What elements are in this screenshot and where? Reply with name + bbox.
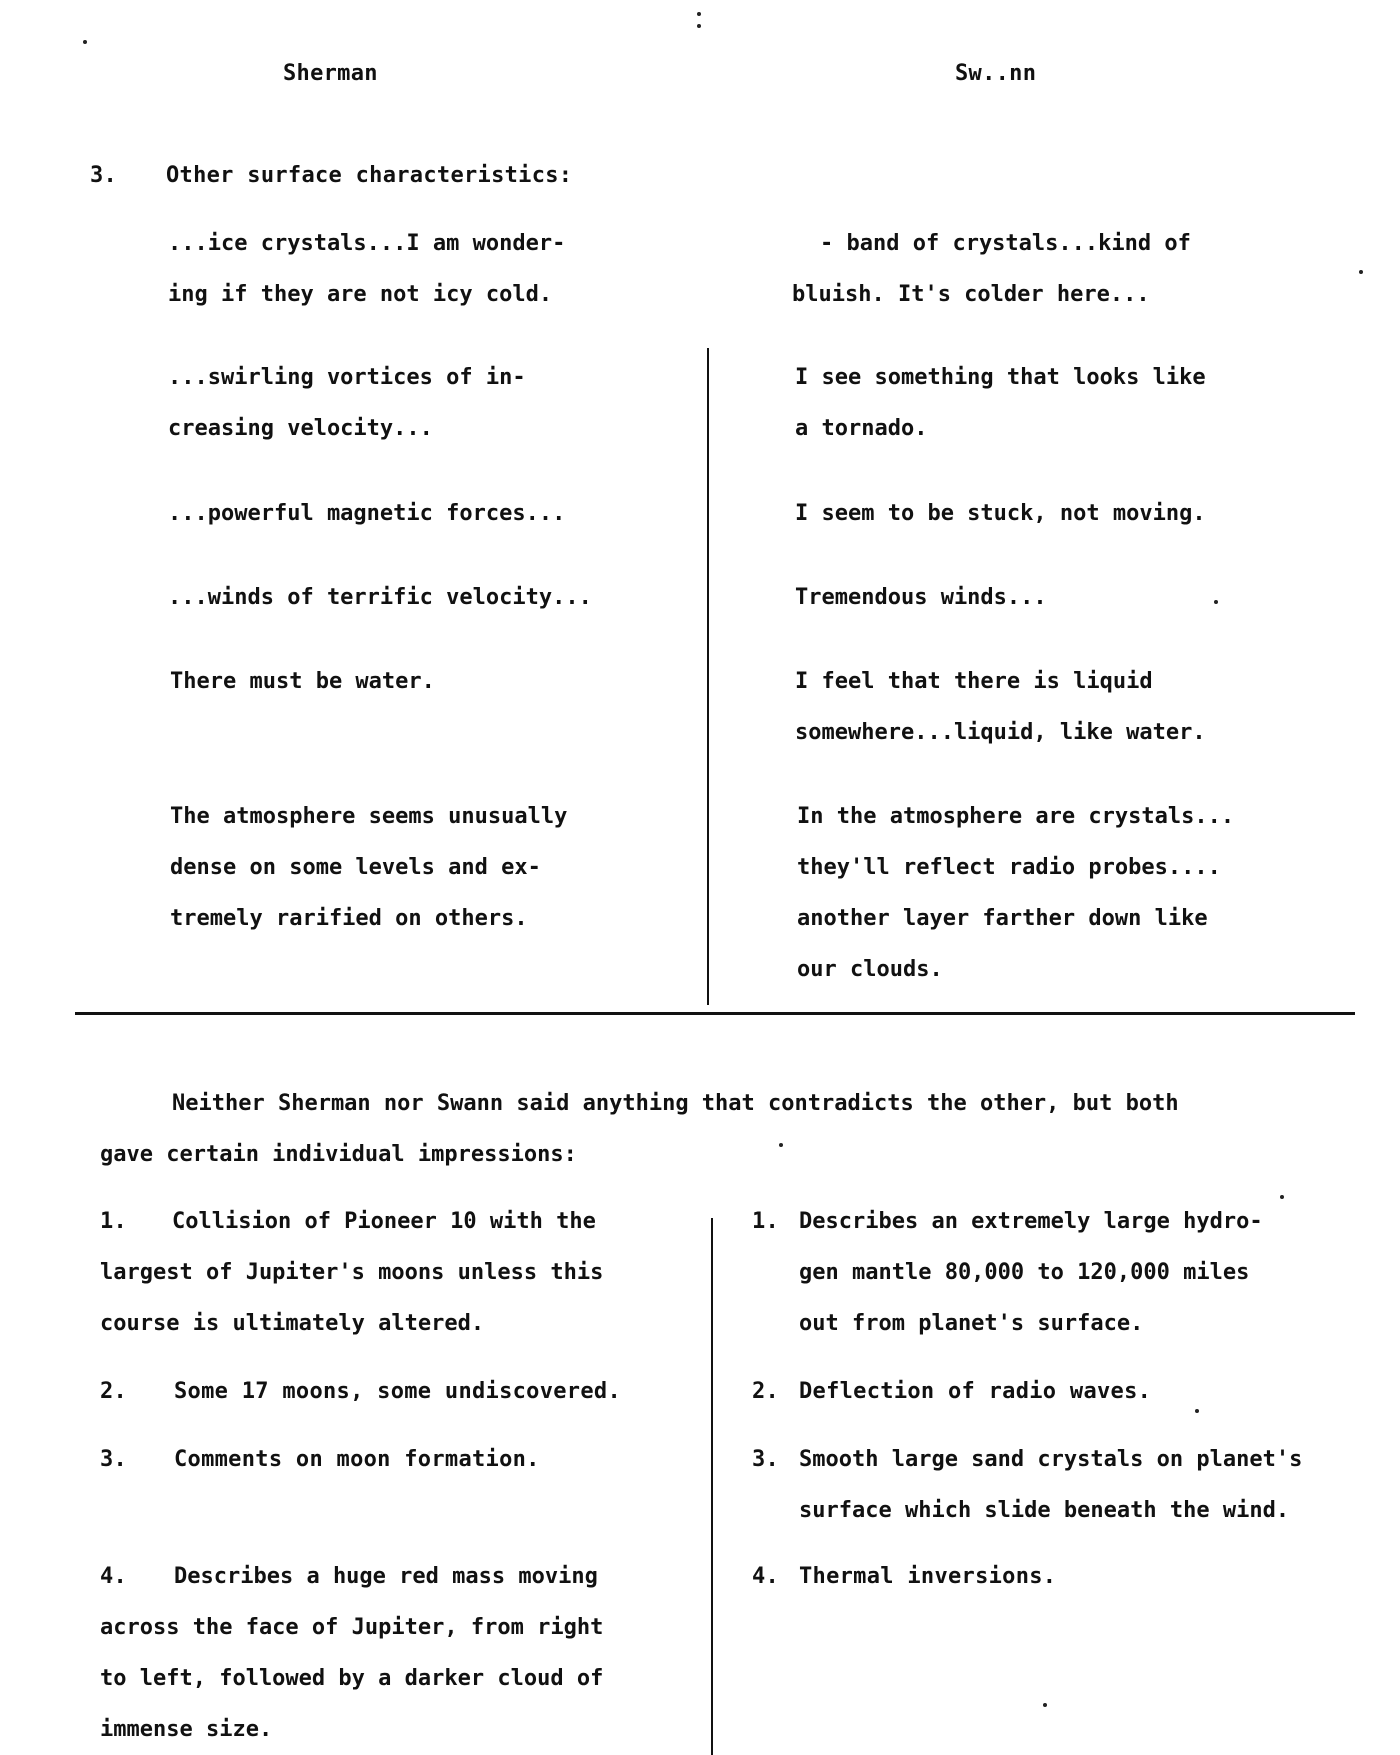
text-line: There must be water.	[170, 669, 435, 694]
section-title: Other surface characteristics:	[166, 163, 573, 188]
sherman-observation-1	[168, 218, 565, 320]
text-line: across the face of Jupiter, from right	[100, 1615, 604, 1640]
scan-speck	[1043, 1703, 1047, 1707]
swann-observation-2	[795, 352, 1206, 454]
text-line: somewhere...liquid, like water.	[795, 720, 1206, 745]
text-line: gen mantle 80,000 to 120,000 miles	[799, 1260, 1250, 1285]
swann-observation-4	[795, 572, 1047, 623]
column-divider-top	[707, 348, 709, 1005]
text-line: our clouds.	[797, 957, 943, 982]
text-line: surface which slide beneath the wind.	[799, 1498, 1290, 1523]
swann-item-3	[799, 1434, 1302, 1536]
text-line: creasing velocity...	[168, 416, 433, 441]
text-line: ...powerful magnetic forces...	[168, 501, 566, 526]
header-left-name: Sherman	[283, 61, 378, 86]
sherman-item-1-number: 1.	[100, 1209, 128, 1234]
swann-item-1-number: 1.	[752, 1209, 780, 1234]
text-line: they'll reflect radio probes....	[797, 855, 1221, 880]
text-line: ...ice crystals...I am wonder-	[168, 231, 566, 256]
sherman-item-2: Some 17 moons, some undiscovered.	[174, 1379, 621, 1404]
text-line: another layer farther down like	[797, 906, 1208, 931]
swann-observation-6	[797, 791, 1234, 995]
text-line: tremely rarified on others.	[170, 906, 528, 931]
text-line: Describes a huge red mass moving	[174, 1564, 598, 1589]
text-line: In the atmosphere are crystals...	[797, 804, 1235, 829]
swann-observation-3	[795, 488, 1206, 539]
section-number: 3.	[90, 163, 118, 188]
sherman-observation-3	[168, 488, 565, 539]
column-divider-bottom	[711, 1218, 713, 1755]
swann-item-1	[799, 1196, 1263, 1349]
text-line: immense size.	[100, 1717, 273, 1742]
swann-observation-5	[795, 656, 1206, 758]
scan-speck	[1214, 600, 1218, 604]
scan-speck	[697, 12, 701, 16]
summary-intro	[100, 1078, 1179, 1180]
swann-item-4: Thermal inversions.	[799, 1564, 1057, 1589]
text-line: I seem to be stuck, not moving.	[795, 501, 1206, 526]
text-line: Describes an extremely large hydro-	[799, 1209, 1263, 1234]
text-line: out from planet's surface.	[799, 1311, 1144, 1336]
section-separator	[75, 1012, 1355, 1015]
text-line: Collision of Pioneer 10 with the	[172, 1209, 596, 1234]
text-line: to left, followed by a darker cloud of	[100, 1666, 604, 1691]
text-line: course is ultimately altered.	[100, 1311, 485, 1336]
scan-speck	[83, 40, 87, 44]
sherman-item-4-number: 4.	[100, 1564, 128, 1589]
swann-item-4-number: 4.	[752, 1564, 780, 1589]
swann-item-2: Deflection of radio waves.	[799, 1379, 1152, 1404]
swann-observation-1	[792, 218, 1191, 320]
text-line: ing if they are not icy cold.	[168, 282, 553, 307]
sherman-item-2-number: 2.	[100, 1379, 128, 1404]
sherman-observation-4	[168, 572, 592, 623]
scan-speck	[779, 1143, 783, 1147]
text-line: largest of Jupiter's moons unless this	[100, 1260, 604, 1285]
text-line: gave certain individual impressions:	[100, 1142, 577, 1167]
sherman-observation-6	[170, 791, 567, 944]
text-line: ...winds of terrific velocity...	[168, 585, 592, 610]
header-right-name: Sw..nn	[955, 61, 1037, 86]
sherman-item-4	[100, 1551, 603, 1755]
sherman-item-3: Comments on moon formation.	[174, 1447, 540, 1472]
text-line: ...swirling vortices of in-	[168, 365, 526, 390]
sherman-item-1	[100, 1196, 603, 1349]
scan-speck	[697, 24, 701, 28]
text-line: bluish. It's colder here...	[792, 282, 1150, 307]
swann-item-2-number: 2.	[752, 1379, 780, 1404]
scan-speck	[1359, 270, 1363, 274]
text-line: Neither Sherman nor Swann said anything that contradicts the other, but both	[172, 1091, 1179, 1116]
sherman-item-3-number: 3.	[100, 1447, 128, 1472]
sherman-observation-2	[168, 352, 526, 454]
scan-speck	[1280, 1195, 1284, 1199]
text-line: Smooth large sand crystals on planet's	[799, 1447, 1303, 1472]
text-line: - band of crystals...kind of	[820, 231, 1191, 256]
text-line: I see something that looks like	[795, 365, 1206, 390]
text-line: a tornado.	[795, 416, 928, 441]
text-line: The atmosphere seems unusually	[170, 804, 568, 829]
scan-speck	[1195, 1409, 1199, 1413]
sherman-observation-5	[170, 656, 435, 707]
text-line: I feel that there is liquid	[795, 669, 1153, 694]
text-line: dense on some levels and ex-	[170, 855, 541, 880]
text-line: Tremendous winds...	[795, 585, 1047, 610]
swann-item-3-number: 3.	[752, 1447, 780, 1472]
